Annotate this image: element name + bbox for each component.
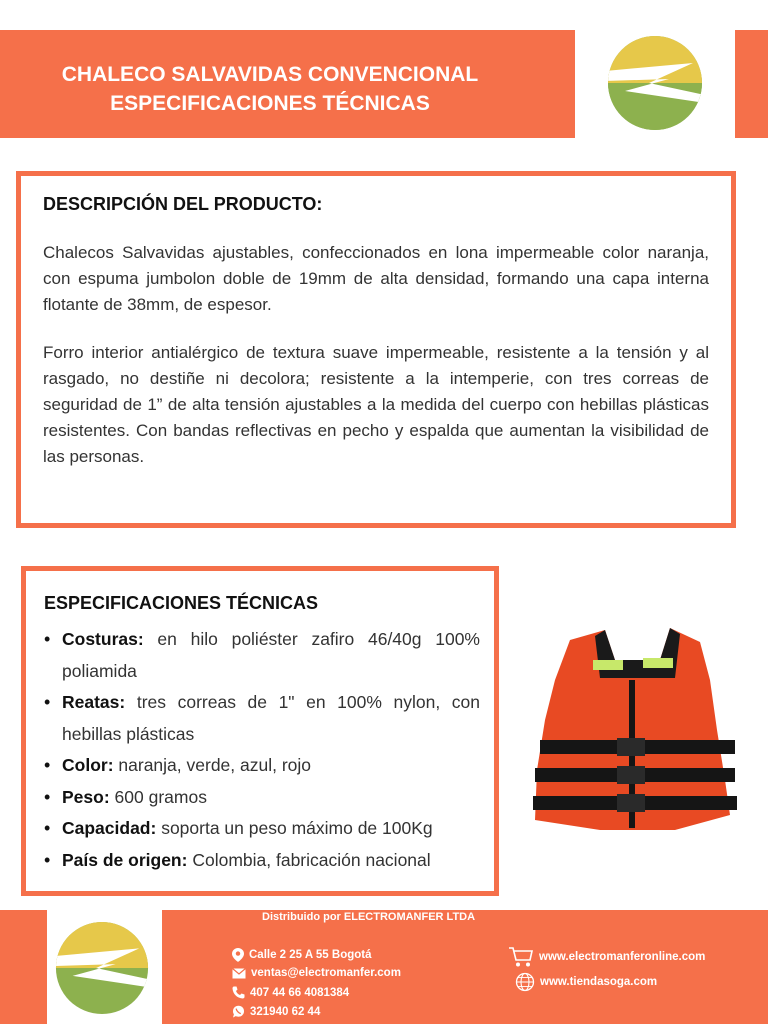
spec-label: Peso: — [62, 786, 110, 807]
description-paragraph-1: Chalecos Salvavidas ajustables, confeccionados en lona impermeable color naranja, con espuma jumbolon doble de 19mm de alta densidad, formando una capa interna flotante de 38mm, de espesor. — [43, 243, 709, 314]
logo-icon — [53, 919, 151, 1017]
phone-text[interactable]: 407 44 66 4081384 — [250, 986, 350, 999]
website2-line[interactable] — [515, 972, 657, 992]
globe-icon — [515, 972, 535, 992]
page-title-line2: ESPECIFICACIONES TÉCNICAS — [110, 92, 430, 115]
spec-label: País de origen: — [62, 849, 188, 870]
description-box — [16, 171, 736, 528]
website2-link[interactable]: www.tiendasoga.com — [540, 976, 658, 988]
website1-link[interactable]: www.electromanferonline.com — [539, 951, 706, 963]
description-heading: DESCRIPCIÓN DEL PRODUCTO: — [43, 194, 323, 214]
spec-value: tres correas de 1" en 100% nylon, con hebillas plásticas — [62, 692, 480, 744]
whatsapp-icon — [232, 1005, 245, 1018]
spec-item — [44, 845, 480, 877]
distributor-text: Distribuido por ELECTROMANFER LTDA — [262, 911, 476, 923]
email-line[interactable] — [232, 967, 401, 979]
location-pin-icon — [232, 948, 244, 962]
page-title — [0, 60, 540, 118]
description-paragraph-2: Forro interior antialérgico de textura suave impermeable, resistente a la tensión y al rasgado, no destiñe ni decolora; resistente a la intemperie, con tres correas de seguridad de 1” de alta tensión ajustables a la medida del cuerpo con hebillas plásticas resistentes. Con bandas reflectivas en pecho y espalda que aumentan la visibilidad de las personas. — [43, 343, 709, 466]
spec-value: Colombia, fabricación nacional — [192, 849, 431, 870]
whatsapp-line[interactable] — [232, 1005, 320, 1018]
spec-value: 600 gramos — [114, 786, 207, 807]
spec-item — [44, 624, 480, 687]
address-line — [232, 948, 372, 962]
phone-line[interactable] — [232, 986, 349, 999]
spec-value: soporta un peso máximo de 100Kg — [161, 818, 433, 838]
header-accent-strip — [735, 30, 768, 138]
specs-heading: ESPECIFICACIONES TÉCNICAS — [44, 593, 319, 613]
website1-line[interactable] — [508, 946, 705, 968]
spec-item — [44, 782, 480, 814]
spec-label: Costuras: — [62, 629, 144, 649]
phone-icon — [232, 986, 245, 999]
header-band — [0, 30, 575, 138]
page-title-line1: CHALECO SALVAVIDAS CONVENCIONAL — [61, 63, 479, 86]
email-text[interactable]: ventas@electromanfer.com — [251, 967, 401, 979]
whatsapp-text[interactable]: 321940 62 44 — [250, 1005, 321, 1018]
specs-list — [44, 624, 480, 876]
spec-label: Reatas: — [62, 692, 126, 712]
envelope-icon — [232, 968, 246, 979]
spec-item — [44, 813, 480, 845]
spec-label: Capacidad: — [62, 818, 157, 838]
specs-box — [21, 566, 499, 896]
spec-value: en hilo poliéster zafiro 46/40g 100% poliamida — [62, 629, 480, 681]
footer — [0, 910, 768, 1024]
logo-icon — [605, 33, 705, 133]
shopping-cart-icon — [508, 946, 534, 968]
address-text: Calle 2 25 A 55 Bogotá — [249, 949, 372, 961]
spec-item — [44, 687, 480, 750]
spec-value: naranja, verde, azul, rojo — [118, 755, 312, 775]
life-vest-image — [525, 620, 750, 835]
spec-label: Color: — [62, 755, 114, 775]
spec-item — [44, 750, 480, 782]
